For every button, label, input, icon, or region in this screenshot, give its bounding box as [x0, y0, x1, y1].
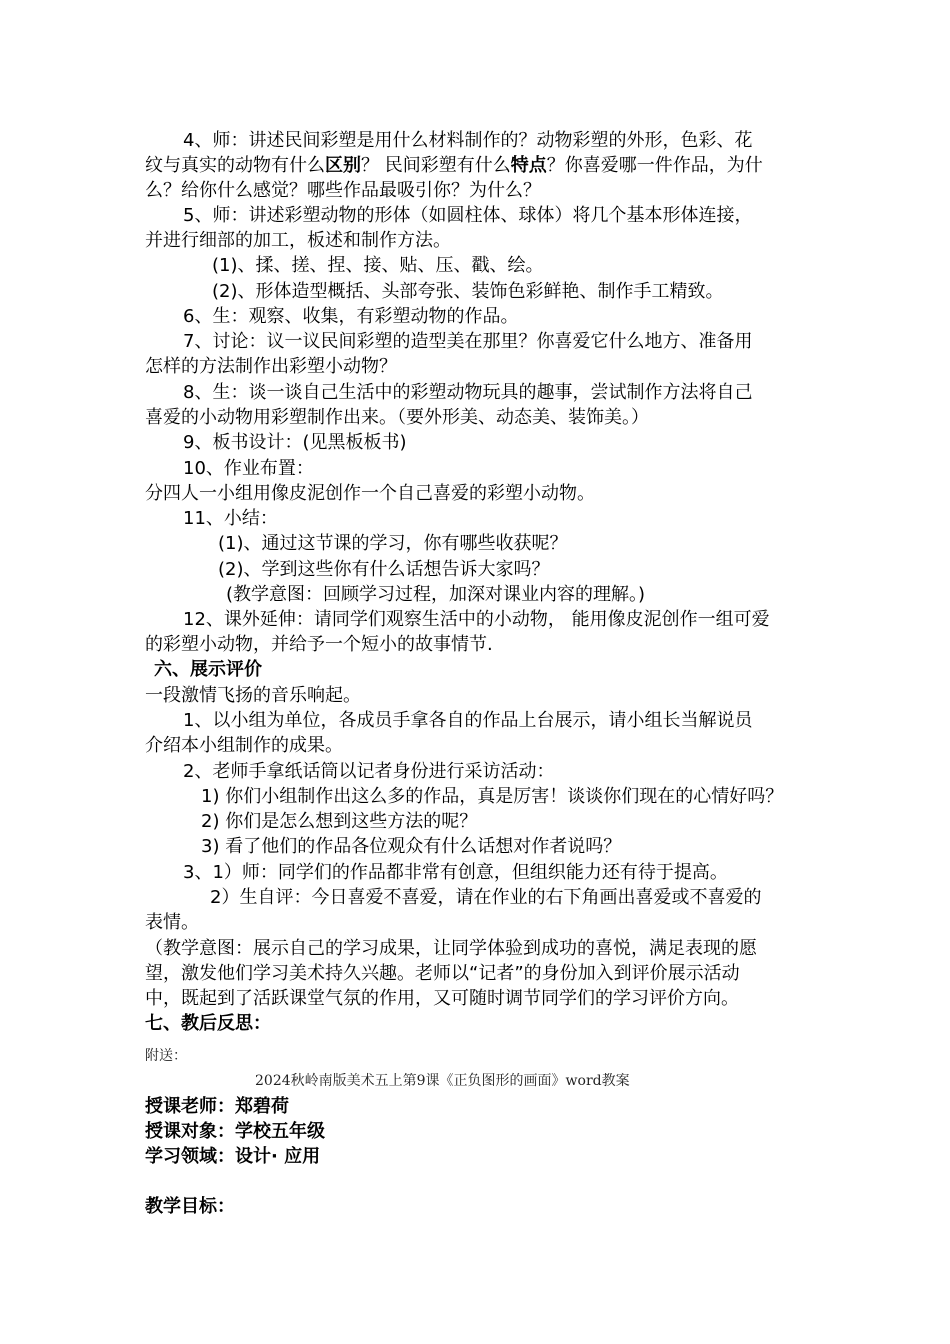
text-line: 10、作业布置： [183, 458, 314, 479]
text-line: 并进行细部的加工，板述和制作方法。 [145, 230, 451, 251]
text-line: 11、小结： [183, 508, 278, 529]
text-line: 12、课外延伸：请同学们观察生活中的小动物， 能用像皮泥创作一组可爱 [183, 609, 770, 630]
appendix-label: 附送： [145, 1048, 187, 1064]
text-line: 喜爱的小动物用彩塑制作出来。（要外形美、动态美、装饰美。） [145, 407, 649, 428]
section-heading: 七、教后反思： [145, 1013, 271, 1034]
text-line: 8、生：谈一谈自己生活中的彩塑动物玩具的趣事，尝试制作方法将自己 [183, 382, 753, 403]
text-line: 2) 你们是怎么想到这些方法的呢？ [201, 811, 478, 832]
text-line: (2)、学到这些你有什么话想告诉大家吗？ [218, 559, 550, 580]
text-line: 4、师：讲述民间彩塑是用什么材料制作的？动物彩塑的外形，色彩、花 [183, 130, 753, 151]
text-line: 2、老师手拿纸话筒以记者身份进行采访活动： [183, 761, 555, 782]
text-line: 一段激情飞扬的音乐响起。 [145, 685, 361, 706]
text-line: 望，激发他们学习美术持久兴趣。老师以“记者”的身份加入到评价展示活动 [145, 963, 740, 984]
text-run: ？ 民间彩塑有什么 [361, 155, 511, 176]
text-line: 介绍本小组制作的成果。 [145, 735, 343, 756]
section-heading: 六、展示评价 [154, 659, 262, 680]
teacher-field: 授课老师：郑碧荷 [145, 1096, 289, 1117]
text-run: ？你喜爱哪一件作品，为什 [546, 155, 763, 176]
text-line: 3) 看了他们的作品各位观众有什么话想对作者说吗？ [201, 836, 622, 857]
appendix-title: 2024秋岭南版美术五上第9课《正负图形的画面》word教案 [255, 1073, 630, 1089]
text-line: 2）生自评：今日喜爱不喜爱，请在作业的右下角画出喜爱或不喜爱的 [210, 887, 762, 908]
text-line: 中，既起到了活跃课堂气氛的作用，又可随时调节同学们的学习评价方向。 [145, 988, 739, 1009]
text-line: 的彩塑小动物，并给予一个短小的故事情节. [145, 634, 493, 655]
text-run: 纹与真实的动物有什么 [145, 155, 325, 176]
text-line: (1)、通过这节课的学习，你有哪些收获呢？ [218, 533, 568, 554]
text-line: (2)、形体造型概括、头部夸张、装饰色彩鲜艳、制作手工精致。 [212, 281, 724, 302]
emphasis-text: 区别 [325, 155, 361, 176]
objectives-heading: 教学目标： [145, 1196, 235, 1217]
text-line [145, 153, 763, 178]
emphasis-text: 特点 [510, 155, 547, 176]
text-line: 表情。 [145, 912, 199, 933]
text-line: 1) 你们小组制作出这么多的作品，真是厉害！谈谈你们现在的心情好吗？ [201, 786, 784, 807]
learning-domain-field: 学习领域：设计· 应用 [145, 1146, 321, 1167]
text-line: 怎样的方法制作出彩塑小动物？ [145, 356, 397, 377]
audience-field: 授课对象：学校五年级 [145, 1121, 325, 1142]
text-line: 5、师：讲述彩塑动物的形体（如圆柱体、球体）将几个基本形体连接， [183, 205, 753, 226]
text-line: 9、板书设计：(见黑板板书) [183, 432, 407, 453]
text-line: 7、讨论：议一议民间彩塑的造型美在那里？你喜爱它什么地方、准备用 [183, 331, 753, 352]
text-line: （教学意图：展示自己的学习成果，让同学体验到成功的喜悦，满足表现的愿 [145, 938, 757, 959]
text-line: 6、生：观察、收集，有彩塑动物的作品。 [183, 306, 519, 327]
text-line: 1、以小组为单位，各成员手拿各自的作品上台展示，请小组长当解说员 [183, 710, 753, 731]
text-line: 3、1）师：同学们的作品都非常有创意，但组织能力还有待于提高。 [183, 862, 728, 883]
text-line: (1)、揉、搓、捏、接、贴、压、戳、绘。 [212, 255, 544, 276]
text-line: 分四人一小组用像皮泥创作一个自己喜爱的彩塑小动物。 [145, 483, 595, 504]
text-line: 么？给你什么感觉？哪些作品最吸引你？为什么？ [145, 180, 541, 201]
text-line: (教学意图：回顾学习过程，加深对课业内容的理解。) [226, 584, 646, 605]
